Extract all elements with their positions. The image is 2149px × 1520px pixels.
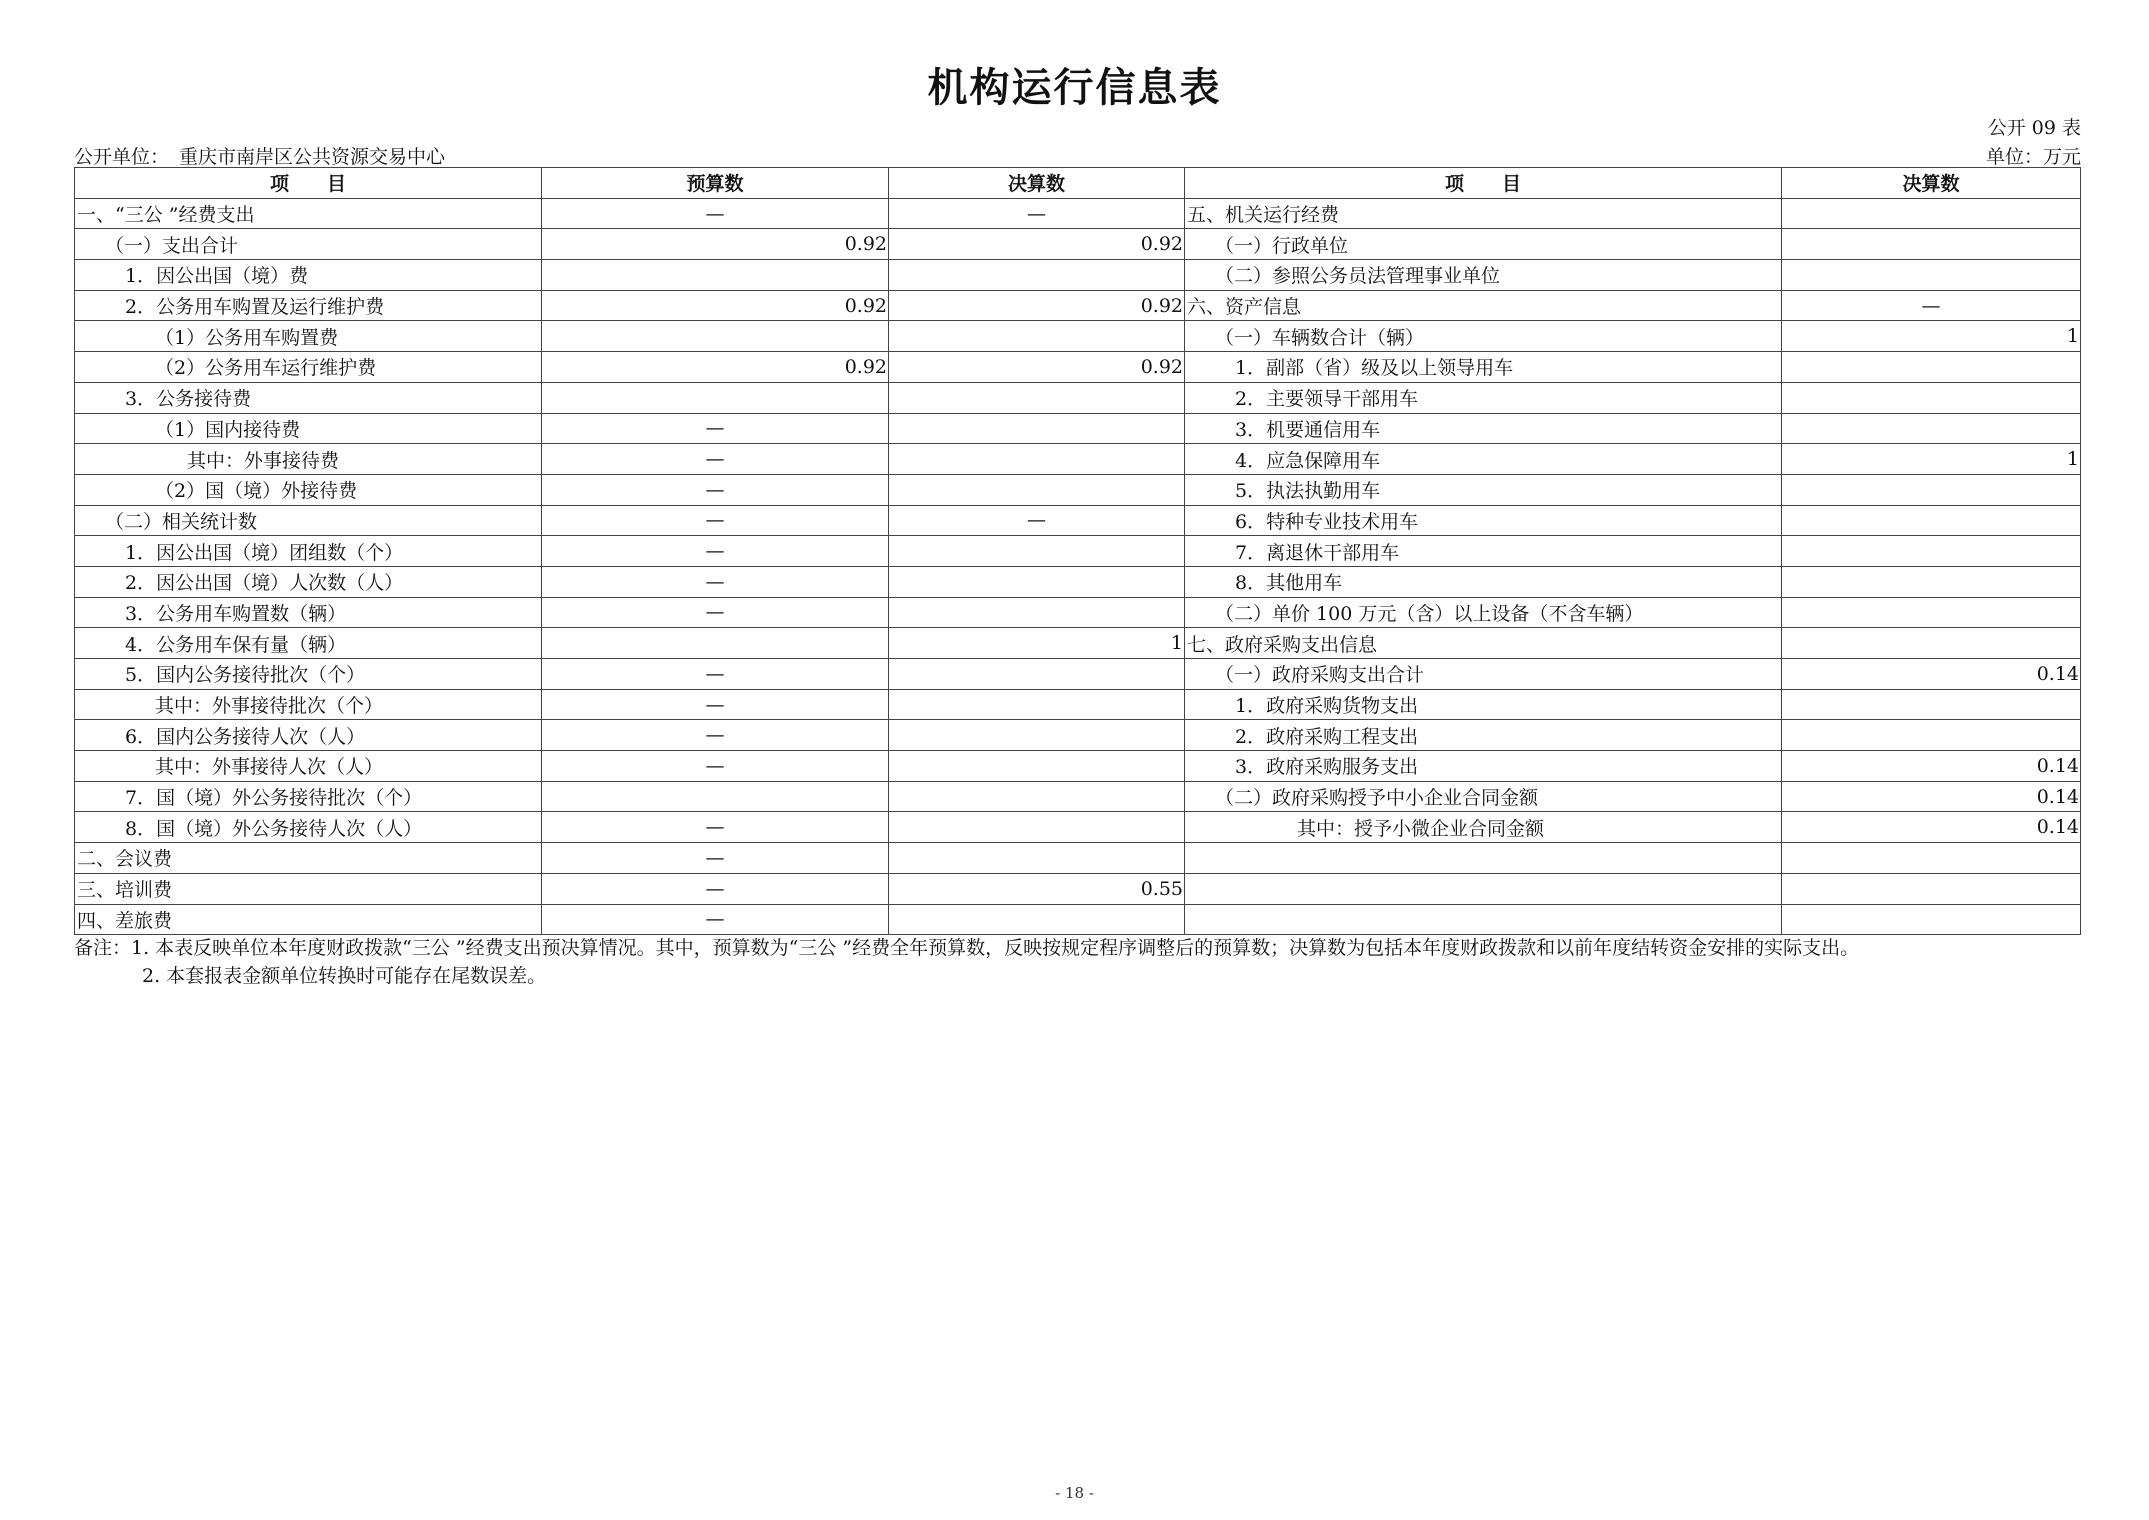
final-left-cell [889, 413, 1185, 444]
left-item-cell: 7．国（境）外公务接待批次（个） [75, 781, 542, 812]
budget-cell: — [542, 444, 889, 475]
final-right-cell [1782, 689, 2081, 720]
final-right-cell [1782, 474, 2081, 505]
budget-cell [542, 628, 889, 659]
left-item-cell: 6．国内公务接待人次（人） [75, 720, 542, 751]
final-right-cell [1782, 413, 2081, 444]
header-budget: 预算数 [542, 168, 889, 199]
final-right-cell [1782, 843, 2081, 874]
budget-cell: — [542, 873, 889, 904]
right-item-cell: 七、政府采购支出信息 [1185, 628, 1782, 659]
final-right-cell [1782, 720, 2081, 751]
table-row [75, 229, 2081, 260]
table-row [75, 352, 2081, 383]
budget-cell: — [542, 751, 889, 782]
left-item-cell: 2．公务用车购置及运行维护费 [75, 290, 542, 321]
money-unit: 单位：万元 [1985, 146, 2081, 168]
final-right-cell [1782, 597, 2081, 628]
final-left-cell: — [889, 505, 1185, 536]
right-item-cell: 3．机要通信用车 [1185, 413, 1782, 444]
left-item-cell: （二）相关统计数 [75, 505, 542, 536]
final-right-cell [1782, 904, 2081, 935]
table-header-row [75, 168, 2081, 199]
budget-cell: — [542, 198, 889, 229]
budget-cell: 0.92 [542, 352, 889, 383]
header-final-right: 决算数 [1782, 168, 2081, 199]
table-row [75, 321, 2081, 352]
left-item-cell: 3．公务用车购置数（辆） [75, 597, 542, 628]
table-body [75, 198, 2081, 935]
final-left-cell [889, 566, 1185, 597]
reporting-unit [74, 142, 445, 169]
note-2: 2. 本套报表金额单位转换时可能存在尾数误差。 [142, 965, 547, 987]
final-left-cell [889, 321, 1185, 352]
final-right-cell: 0.14 [1782, 781, 2081, 812]
table-row [75, 904, 2081, 935]
form-number: 公开 09 表 [1987, 117, 2081, 139]
left-item-cell: 三、培训费 [75, 873, 542, 904]
table-row [75, 689, 2081, 720]
budget-cell [542, 382, 889, 413]
left-item-cell: （1）国内接待费 [75, 413, 542, 444]
final-left-cell [889, 382, 1185, 413]
table-row [75, 751, 2081, 782]
budget-cell: — [542, 536, 889, 567]
table-row [75, 566, 2081, 597]
right-item-cell [1185, 904, 1782, 935]
header-item-left: 项 目 [75, 168, 542, 199]
table-row [75, 812, 2081, 843]
header-final-left: 决算数 [889, 168, 1185, 199]
left-item-cell: 其中：外事接待费 [75, 444, 542, 475]
header-item-right: 项 目 [1185, 168, 1782, 199]
right-item-cell: （二）单价 100 万元（含）以上设备（不含车辆） [1185, 597, 1782, 628]
left-item-cell: 一、“三公 ”经费支出 [75, 198, 542, 229]
table-row [75, 474, 2081, 505]
final-left-cell: 0.92 [889, 352, 1185, 383]
table-row [75, 198, 2081, 229]
table-row [75, 260, 2081, 291]
final-left-cell [889, 260, 1185, 291]
left-item-cell: 其中：外事接待批次（个） [75, 689, 542, 720]
budget-cell: 0.92 [542, 290, 889, 321]
left-item-cell: 四、差旅费 [75, 904, 542, 935]
left-item-cell: 其中：外事接待人次（人） [75, 751, 542, 782]
right-item-cell: 8．其他用车 [1185, 566, 1782, 597]
right-item-cell: 3．政府采购服务支出 [1185, 751, 1782, 782]
final-right-cell [1782, 505, 2081, 536]
right-item-cell: 2．政府采购工程支出 [1185, 720, 1782, 751]
budget-cell: 0.92 [542, 229, 889, 260]
right-item-cell: （二）参照公务员法管理事业单位 [1185, 260, 1782, 291]
table-row [75, 413, 2081, 444]
final-right-cell [1782, 352, 2081, 383]
left-item-cell: 2．因公出国（境）人次数（人） [75, 566, 542, 597]
budget-cell: — [542, 566, 889, 597]
final-right-cell: 0.14 [1782, 812, 2081, 843]
final-right-cell [1782, 229, 2081, 260]
left-item-cell: 3．公务接待费 [75, 382, 542, 413]
final-left-cell: 0.92 [889, 290, 1185, 321]
final-right-cell [1782, 536, 2081, 567]
left-item-cell: 8．国（境）外公务接待人次（人） [75, 812, 542, 843]
left-item-cell: 5．国内公务接待批次（个） [75, 659, 542, 690]
budget-cell: — [542, 904, 889, 935]
budget-cell [542, 321, 889, 352]
table-row [75, 290, 2081, 321]
table-row [75, 536, 2081, 567]
final-right-cell: 1 [1782, 321, 2081, 352]
final-right-cell: 1 [1782, 444, 2081, 475]
table-row [75, 843, 2081, 874]
right-item-cell: 五、机关运行经费 [1185, 198, 1782, 229]
left-item-cell: 4．公务用车保有量（辆） [75, 628, 542, 659]
left-item-cell: 二、会议费 [75, 843, 542, 874]
budget-cell: — [542, 812, 889, 843]
left-item-cell: （一）支出合计 [75, 229, 542, 260]
left-item-cell: （2）国（境）外接待费 [75, 474, 542, 505]
right-item-cell: （一）政府采购支出合计 [1185, 659, 1782, 690]
final-left-cell [889, 843, 1185, 874]
final-right-cell [1782, 566, 2081, 597]
table-row [75, 597, 2081, 628]
left-item-cell: 1．因公出国（境）团组数（个） [75, 536, 542, 567]
budget-cell: — [542, 413, 889, 444]
right-item-cell [1185, 843, 1782, 874]
right-item-cell: 2．主要领导干部用车 [1185, 382, 1782, 413]
final-left-cell: 1 [889, 628, 1185, 659]
final-left-cell [889, 751, 1185, 782]
right-item-cell: 7．离退休干部用车 [1185, 536, 1782, 567]
right-item-cell: 4．应急保障用车 [1185, 444, 1782, 475]
table-row [75, 781, 2081, 812]
final-right-cell [1782, 873, 2081, 904]
page-title: 机构运行信息表 [927, 65, 1222, 111]
final-right-cell: 0.14 [1782, 751, 2081, 782]
budget-cell [542, 781, 889, 812]
table-row [75, 873, 2081, 904]
final-left-cell [889, 781, 1185, 812]
page-number: - 18 - [1055, 1484, 1094, 1502]
right-item-cell: 1．副部（省）级及以上领导用车 [1185, 352, 1782, 383]
reporting-unit-name: 重庆市南岸区公共资源交易中心 [179, 146, 446, 168]
budget-cell: — [542, 689, 889, 720]
right-item-cell: （二）政府采购授予中小企业合同金额 [1185, 781, 1782, 812]
right-item-cell: 1．政府采购货物支出 [1185, 689, 1782, 720]
final-left-cell [889, 536, 1185, 567]
budget-cell: — [542, 720, 889, 751]
budget-cell: — [542, 659, 889, 690]
budget-cell: — [542, 843, 889, 874]
final-left-cell [889, 597, 1185, 628]
right-item-cell: 5．执法执勤用车 [1185, 474, 1782, 505]
final-left-cell [889, 444, 1185, 475]
right-item-cell: 六、资产信息 [1185, 290, 1782, 321]
final-right-cell: 0.14 [1782, 659, 2081, 690]
right-item-cell: 6．特种专业技术用车 [1185, 505, 1782, 536]
table-row [75, 382, 2081, 413]
final-right-cell [1782, 628, 2081, 659]
final-left-cell [889, 812, 1185, 843]
budget-cell: — [542, 474, 889, 505]
right-item-cell: （一）车辆数合计（辆） [1185, 321, 1782, 352]
left-item-cell: （1）公务用车购置费 [75, 321, 542, 352]
budget-cell: — [542, 505, 889, 536]
final-left-cell [889, 474, 1185, 505]
right-item-cell: 其中：授予小微企业合同金额 [1185, 812, 1782, 843]
right-item-cell: （一）行政单位 [1185, 229, 1782, 260]
budget-cell: — [542, 597, 889, 628]
table-row [75, 505, 2081, 536]
budget-cell [542, 260, 889, 291]
table-row [75, 628, 2081, 659]
reporting-unit-label: 公开单位： [74, 146, 170, 168]
final-left-cell: 0.92 [889, 229, 1185, 260]
note-1: 备注：1. 本表反映单位本年度财政拨款“三公 ”经费支出预决算情况。其中，预算数为“三公 ”经费全年预算数，反映按规定程序调整后的预算数；决算数为包括本年度财政拨款和以前年度结转资金安排的实际支出。 [74, 937, 1860, 959]
table-row [75, 444, 2081, 475]
final-right-cell [1782, 382, 2081, 413]
final-right-cell [1782, 198, 2081, 229]
final-left-cell [889, 659, 1185, 690]
final-right-cell [1782, 260, 2081, 291]
final-right-cell: — [1782, 290, 2081, 321]
notes [74, 934, 1859, 990]
left-item-cell: 1．因公出国（境）费 [75, 260, 542, 291]
final-left-cell [889, 904, 1185, 935]
table-row [75, 720, 2081, 751]
final-left-cell: — [889, 198, 1185, 229]
info-table [74, 167, 2081, 935]
final-left-cell [889, 720, 1185, 751]
table-row [75, 659, 2081, 690]
final-left-cell [889, 689, 1185, 720]
final-left-cell: 0.55 [889, 873, 1185, 904]
left-item-cell: （2）公务用车运行维护费 [75, 352, 542, 383]
right-item-cell [1185, 873, 1782, 904]
